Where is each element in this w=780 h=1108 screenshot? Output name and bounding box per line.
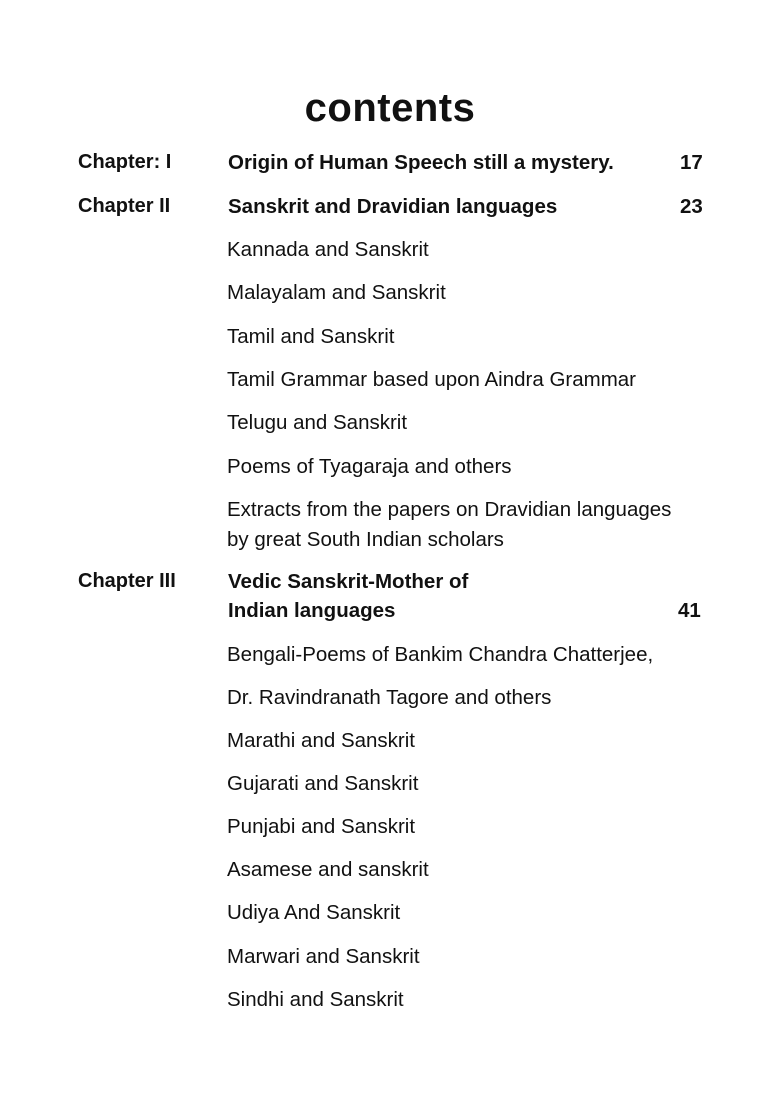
list-item: Poems of Tyagaraja and others <box>227 455 512 478</box>
chapter-2-heading: Sanskrit and Dravidian languages <box>228 195 558 218</box>
chapter-3-page: 41 <box>678 599 701 622</box>
list-item: Malayalam and Sanskrit <box>227 281 446 304</box>
chapter-2-label: Chapter II <box>78 195 171 217</box>
chapter-1-heading: Origin of Human Speech still a mystery. <box>228 151 614 174</box>
chapter-2-page: 23 <box>680 195 703 218</box>
list-item: Telugu and Sanskrit <box>227 411 408 434</box>
list-item: Tamil Grammar based upon Aindra Grammar <box>227 368 637 391</box>
chapter-3-heading-line2: Indian languages <box>228 599 396 622</box>
list-item: Sindhi and Sanskrit <box>227 988 404 1011</box>
chapter-3-label: Chapter III <box>78 570 176 592</box>
list-item: Marwari and Sanskrit <box>227 945 420 968</box>
list-item: Asamese and sanskrit <box>227 858 429 881</box>
list-item: Extracts from the papers on Dravidian languages <box>227 498 672 521</box>
chapter-1-page: 17 <box>680 151 703 174</box>
list-item: Udiya And Sanskrit <box>227 901 401 924</box>
list-item: Punjabi and Sanskrit <box>227 815 416 838</box>
list-item: Bengali-Poems of Bankim Chandra Chatterjee, <box>227 643 654 666</box>
chapter-1-label: Chapter: I <box>78 151 172 173</box>
list-item: Gujarati and Sanskrit <box>227 772 419 795</box>
list-item: by great South Indian scholars <box>227 528 504 551</box>
page-title: contents <box>304 86 476 130</box>
list-item: Kannada and Sanskrit <box>227 238 429 261</box>
chapter-3-heading-line1: Vedic Sanskrit-Mother of <box>228 570 469 593</box>
list-item: Tamil and Sanskrit <box>227 325 395 348</box>
list-item: Dr. Ravindranath Tagore and others <box>227 686 552 709</box>
list-item: Marathi and Sanskrit <box>227 729 416 752</box>
